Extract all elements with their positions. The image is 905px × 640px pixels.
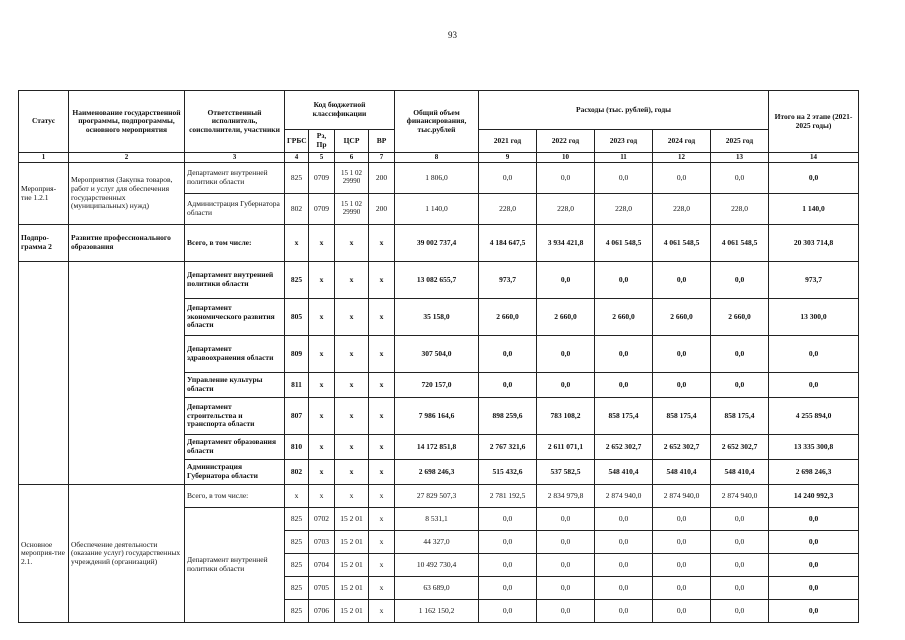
year-2024-cell: 0,0	[653, 373, 711, 398]
column-number: 2	[69, 153, 185, 163]
year-2024-cell: 858 175,4	[653, 398, 711, 435]
total-cell: 39 002 737,4	[395, 225, 479, 262]
year-2021-cell: 2 781 192,5	[479, 485, 537, 508]
csr-cell: x	[335, 262, 369, 299]
year-2022-cell: 2 834 979,8	[537, 485, 595, 508]
csr-cell: x	[335, 299, 369, 336]
grbs-cell: 802	[285, 460, 309, 485]
header-status: Статус	[19, 91, 69, 153]
grbs-cell: x	[285, 485, 309, 508]
year-2025-cell: 0,0	[711, 262, 769, 299]
responsible-cell: Администрация Губернатора области	[185, 460, 285, 485]
csr-cell: 15 2 01	[335, 600, 369, 623]
grbs-cell: x	[285, 225, 309, 262]
year-2025-cell: 2 652 302,7	[711, 435, 769, 460]
year-2024-cell: 0,0	[653, 531, 711, 554]
total-cell: 720 157,0	[395, 373, 479, 398]
year-2024-cell: 0,0	[653, 163, 711, 194]
column-number: 3	[185, 153, 285, 163]
year-2025-cell: 4 061 548,5	[711, 225, 769, 262]
rzpr-cell: 0706	[309, 600, 335, 623]
rzpr-cell: 0704	[309, 554, 335, 577]
csr-cell: x	[335, 373, 369, 398]
grbs-cell: 802	[285, 194, 309, 225]
column-number: 4	[285, 153, 309, 163]
column-number: 10	[537, 153, 595, 163]
stage2-cell: 0,0	[769, 577, 859, 600]
stage2-cell: 0,0	[769, 531, 859, 554]
year-2025-cell: 858 175,4	[711, 398, 769, 435]
rzpr-cell: 0705	[309, 577, 335, 600]
responsible-cell: Департамент строительства и транспорта области	[185, 398, 285, 435]
year-2022-cell: 0,0	[537, 336, 595, 373]
year-2021-cell: 0,0	[479, 373, 537, 398]
year-2023-cell: 0,0	[595, 531, 653, 554]
year-2022-cell: 0,0	[537, 531, 595, 554]
rzpr-cell: x	[309, 373, 335, 398]
column-number: 11	[595, 153, 653, 163]
column-number: 12	[653, 153, 711, 163]
vr-cell: x	[369, 577, 395, 600]
stage2-cell: 13 335 300,8	[769, 435, 859, 460]
csr-cell: 15 2 01	[335, 531, 369, 554]
name-cell: Обеспечение деятельности (оказание услуг) государственных учреждений (организаций)	[69, 485, 185, 623]
grbs-cell: 825	[285, 262, 309, 299]
status-cell	[19, 262, 69, 485]
column-number: 1	[19, 153, 69, 163]
header-year-2023: 2023 год	[595, 130, 653, 153]
stage2-cell: 13 300,0	[769, 299, 859, 336]
budget-table	[18, 90, 859, 623]
year-2023-cell: 0,0	[595, 508, 653, 531]
grbs-cell: 810	[285, 435, 309, 460]
grbs-cell: 805	[285, 299, 309, 336]
year-2022-cell: 2 660,0	[537, 299, 595, 336]
year-2023-cell: 0,0	[595, 262, 653, 299]
csr-cell: x	[335, 485, 369, 508]
vr-cell: x	[369, 398, 395, 435]
rzpr-cell: 0702	[309, 508, 335, 531]
year-2023-cell: 858 175,4	[595, 398, 653, 435]
year-2023-cell: 4 061 548,5	[595, 225, 653, 262]
total-cell: 307 504,0	[395, 336, 479, 373]
year-2025-cell: 0,0	[711, 336, 769, 373]
year-2022-cell: 783 108,2	[537, 398, 595, 435]
year-2021-cell: 0,0	[479, 531, 537, 554]
table-row	[19, 485, 859, 508]
year-2022-cell: 0,0	[537, 262, 595, 299]
year-2023-cell: 0,0	[595, 373, 653, 398]
year-2022-cell: 537 582,5	[537, 460, 595, 485]
header-year-2025: 2025 год	[711, 130, 769, 153]
csr-cell: 15 2 01	[335, 577, 369, 600]
grbs-cell: 825	[285, 163, 309, 194]
year-2024-cell: 0,0	[653, 262, 711, 299]
year-2023-cell: 2 652 302,7	[595, 435, 653, 460]
total-cell: 14 172 851,8	[395, 435, 479, 460]
table-row	[19, 262, 859, 299]
name-cell	[69, 262, 185, 485]
year-2021-cell: 228,0	[479, 194, 537, 225]
csr-cell: x	[335, 460, 369, 485]
year-2021-cell: 0,0	[479, 336, 537, 373]
rzpr-cell: 0709	[309, 163, 335, 194]
column-number: 7	[369, 153, 395, 163]
csr-cell: x	[335, 336, 369, 373]
header-expenses: Расходы (тыс. рублей), годы	[479, 91, 769, 130]
responsible-cell: Департамент здравоохранения области	[185, 336, 285, 373]
rzpr-cell: 0709	[309, 194, 335, 225]
year-2024-cell: 548 410,4	[653, 460, 711, 485]
csr-cell: 15 1 02 29990	[335, 194, 369, 225]
year-2023-cell: 0,0	[595, 554, 653, 577]
year-2023-cell: 228,0	[595, 194, 653, 225]
year-2022-cell: 0,0	[537, 508, 595, 531]
vr-cell: x	[369, 531, 395, 554]
csr-cell: 15 2 01	[335, 508, 369, 531]
year-2024-cell: 0,0	[653, 508, 711, 531]
stage2-cell: 0,0	[769, 163, 859, 194]
year-2023-cell: 2 660,0	[595, 299, 653, 336]
vr-cell: x	[369, 373, 395, 398]
year-2024-cell: 0,0	[653, 600, 711, 623]
year-2025-cell: 0,0	[711, 531, 769, 554]
total-cell: 1 806,0	[395, 163, 479, 194]
year-2023-cell: 0,0	[595, 336, 653, 373]
rzpr-cell: x	[309, 336, 335, 373]
status-cell: Мероприя-тие 1.2.1	[19, 163, 69, 225]
header-year-2024: 2024 год	[653, 130, 711, 153]
year-2022-cell: 0,0	[537, 577, 595, 600]
vr-cell: x	[369, 460, 395, 485]
header-year-2021: 2021 год	[479, 130, 537, 153]
year-2025-cell: 548 410,4	[711, 460, 769, 485]
status-cell: Подпро-грамма 2	[19, 225, 69, 262]
year-2021-cell: 2 767 321,6	[479, 435, 537, 460]
grbs-cell: 807	[285, 398, 309, 435]
column-number: 14	[769, 153, 859, 163]
total-cell: 63 689,0	[395, 577, 479, 600]
rzpr-cell: x	[309, 435, 335, 460]
total-cell: 8 531,1	[395, 508, 479, 531]
column-number-row	[19, 153, 859, 163]
table-row	[19, 163, 859, 194]
header-grbs: ГРБС	[285, 130, 309, 153]
header-year-2022: 2022 год	[537, 130, 595, 153]
responsible-cell: Всего, в том числе:	[185, 485, 285, 508]
total-cell: 2 698 246,3	[395, 460, 479, 485]
vr-cell: x	[369, 299, 395, 336]
year-2022-cell: 0,0	[537, 373, 595, 398]
csr-cell: x	[335, 225, 369, 262]
page-number: 93	[448, 30, 457, 40]
stage2-cell: 4 255 894,0	[769, 398, 859, 435]
total-cell: 7 986 164,6	[395, 398, 479, 435]
vr-cell: x	[369, 554, 395, 577]
vr-cell: x	[369, 262, 395, 299]
year-2021-cell: 0,0	[479, 163, 537, 194]
total-cell: 1 140,0	[395, 194, 479, 225]
responsible-cell: Администрация Губернатора области	[185, 194, 285, 225]
year-2025-cell: 0,0	[711, 163, 769, 194]
year-2023-cell: 0,0	[595, 163, 653, 194]
csr-cell: x	[335, 435, 369, 460]
grbs-cell: 825	[285, 531, 309, 554]
responsible-cell: Всего, в том числе:	[185, 225, 285, 262]
year-2024-cell: 228,0	[653, 194, 711, 225]
vr-cell: x	[369, 485, 395, 508]
year-2025-cell: 2 660,0	[711, 299, 769, 336]
stage2-cell: 0,0	[769, 508, 859, 531]
rzpr-cell: x	[309, 262, 335, 299]
year-2021-cell: 2 660,0	[479, 299, 537, 336]
year-2025-cell: 228,0	[711, 194, 769, 225]
responsible-cell: Департамент образования области	[185, 435, 285, 460]
column-number: 8	[395, 153, 479, 163]
responsible-cell: Управление культуры области	[185, 373, 285, 398]
year-2024-cell: 2 660,0	[653, 299, 711, 336]
header-csr: ЦСР	[335, 130, 369, 153]
stage2-cell: 2 698 246,3	[769, 460, 859, 485]
header-name: Наименование государственной программы, подпрограммы, основного мероприятия	[69, 91, 185, 153]
header-row	[19, 91, 859, 130]
grbs-cell: 825	[285, 554, 309, 577]
grbs-cell: 825	[285, 577, 309, 600]
year-2021-cell: 898 259,6	[479, 398, 537, 435]
stage2-cell: 973,7	[769, 262, 859, 299]
grbs-cell: 811	[285, 373, 309, 398]
stage2-cell: 14 240 992,3	[769, 485, 859, 508]
responsible-cell: Департамент экономического развития области	[185, 299, 285, 336]
year-2022-cell: 228,0	[537, 194, 595, 225]
year-2024-cell: 0,0	[653, 577, 711, 600]
year-2022-cell: 0,0	[537, 554, 595, 577]
year-2025-cell: 0,0	[711, 577, 769, 600]
year-2023-cell: 2 874 940,0	[595, 485, 653, 508]
grbs-cell: 809	[285, 336, 309, 373]
year-2024-cell: 4 061 548,5	[653, 225, 711, 262]
year-2024-cell: 0,0	[653, 554, 711, 577]
header-responsible: Ответственный исполнитель, соисполнители, участники	[185, 91, 285, 153]
column-number: 6	[335, 153, 369, 163]
total-cell: 35 158,0	[395, 299, 479, 336]
year-2024-cell: 2 652 302,7	[653, 435, 711, 460]
responsible-cell: Департамент внутренней политики области	[185, 163, 285, 194]
stage2-cell: 0,0	[769, 373, 859, 398]
total-cell: 27 829 507,3	[395, 485, 479, 508]
status-cell: Основное мероприя-тие 2.1.	[19, 485, 69, 623]
responsible-cell: Департамент внутренней политики области	[185, 262, 285, 299]
vr-cell: 200	[369, 194, 395, 225]
vr-cell: x	[369, 336, 395, 373]
header-total: Общий объем финансирования, тыс.рублей	[395, 91, 479, 153]
header-rzpr: Рз, Пр	[309, 130, 335, 153]
stage2-cell: 20 303 714,8	[769, 225, 859, 262]
column-number: 9	[479, 153, 537, 163]
header-kbk: Код бюджетной классификации	[285, 91, 395, 130]
rzpr-cell: 0703	[309, 531, 335, 554]
vr-cell: 200	[369, 163, 395, 194]
year-2021-cell: 0,0	[479, 508, 537, 531]
year-2021-cell: 0,0	[479, 577, 537, 600]
responsible-cell: Департамент внутренней политики области	[185, 508, 285, 623]
rzpr-cell: x	[309, 299, 335, 336]
year-2021-cell: 515 432,6	[479, 460, 537, 485]
year-2021-cell: 0,0	[479, 554, 537, 577]
year-2022-cell: 3 934 421,8	[537, 225, 595, 262]
csr-cell: 15 2 01	[335, 554, 369, 577]
year-2023-cell: 0,0	[595, 577, 653, 600]
header-stage2: Итого на 2 этапе (2021-2025 годы)	[769, 91, 859, 153]
column-number: 13	[711, 153, 769, 163]
year-2021-cell: 0,0	[479, 600, 537, 623]
year-2021-cell: 973,7	[479, 262, 537, 299]
csr-cell: 15 1 02 29990	[335, 163, 369, 194]
grbs-cell: 825	[285, 600, 309, 623]
year-2024-cell: 0,0	[653, 336, 711, 373]
year-2025-cell: 0,0	[711, 554, 769, 577]
rzpr-cell: x	[309, 398, 335, 435]
rzpr-cell: x	[309, 485, 335, 508]
year-2023-cell: 0,0	[595, 600, 653, 623]
year-2025-cell: 0,0	[711, 600, 769, 623]
year-2023-cell: 548 410,4	[595, 460, 653, 485]
rzpr-cell: x	[309, 225, 335, 262]
year-2021-cell: 4 184 647,5	[479, 225, 537, 262]
name-cell: Мероприятия (Закупка товаров, работ и услуг для обеспечения государственных (муниципальных) нужд)	[69, 163, 185, 225]
year-2025-cell: 2 874 940,0	[711, 485, 769, 508]
year-2025-cell: 0,0	[711, 373, 769, 398]
year-2025-cell: 0,0	[711, 508, 769, 531]
vr-cell: x	[369, 600, 395, 623]
table-row	[19, 225, 859, 262]
stage2-cell: 0,0	[769, 600, 859, 623]
vr-cell: x	[369, 508, 395, 531]
year-2022-cell: 0,0	[537, 163, 595, 194]
year-2022-cell: 0,0	[537, 600, 595, 623]
column-number: 5	[309, 153, 335, 163]
total-cell: 10 492 730,4	[395, 554, 479, 577]
csr-cell: x	[335, 398, 369, 435]
total-cell: 13 082 655,7	[395, 262, 479, 299]
stage2-cell: 0,0	[769, 336, 859, 373]
header-vr: ВР	[369, 130, 395, 153]
stage2-cell: 1 140,0	[769, 194, 859, 225]
year-2022-cell: 2 611 071,1	[537, 435, 595, 460]
name-cell: Развитие профессионального образования	[69, 225, 185, 262]
vr-cell: x	[369, 225, 395, 262]
grbs-cell: 825	[285, 508, 309, 531]
total-cell: 44 327,0	[395, 531, 479, 554]
stage2-cell: 0,0	[769, 554, 859, 577]
rzpr-cell: x	[309, 460, 335, 485]
total-cell: 1 162 150,2	[395, 600, 479, 623]
vr-cell: x	[369, 435, 395, 460]
year-2024-cell: 2 874 940,0	[653, 485, 711, 508]
